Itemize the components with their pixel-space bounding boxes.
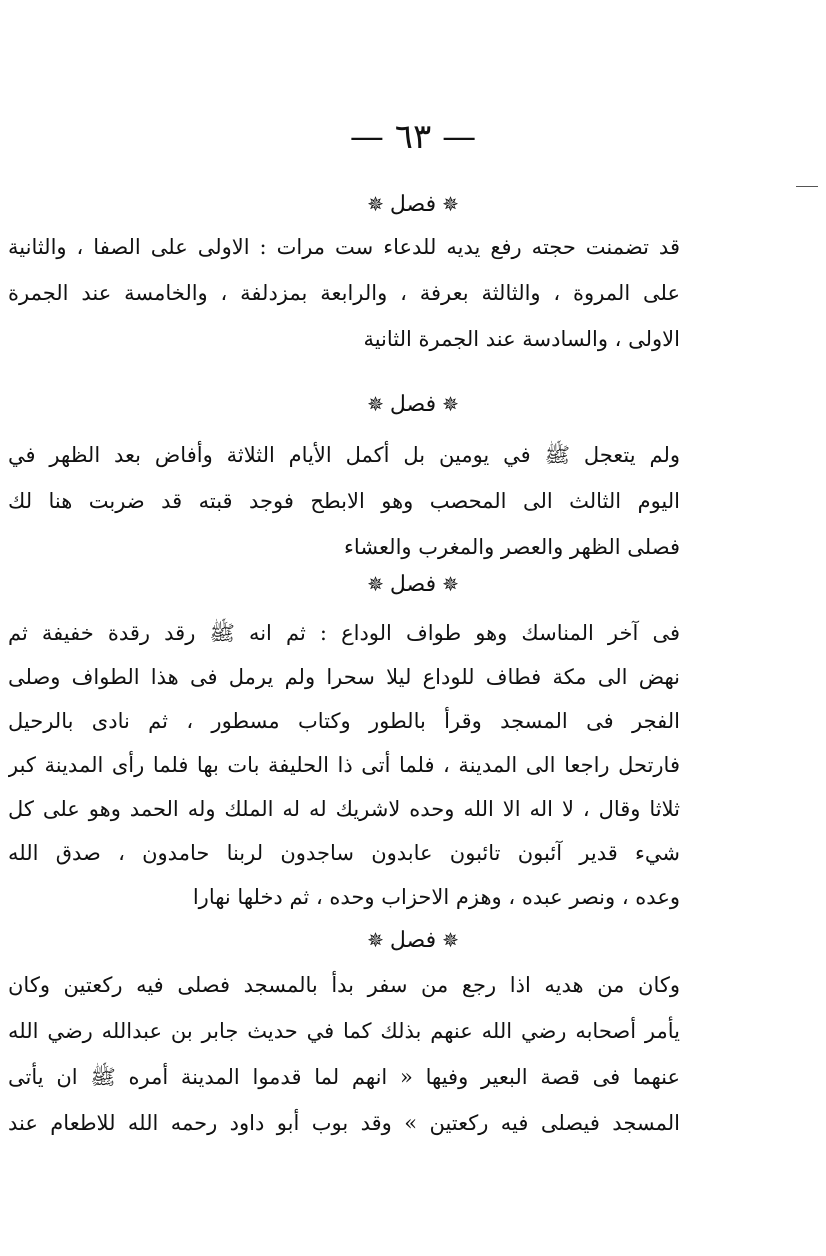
text-line: فصلى الظهر والعصر والمغرب والعشاء: [344, 535, 680, 559]
ornament-star-icon: ✵: [367, 392, 384, 416]
ornament-star-icon: ✵: [442, 572, 459, 596]
text-line: ولم يتعجل ﷺ في يومين بل أكمل الأيام الثلاثة وأفاض بعد الظهر في: [8, 443, 680, 467]
ornament-star-icon: ✵: [442, 192, 459, 216]
ornament-star-icon: ✵: [367, 192, 384, 216]
section-heading-3: [0, 562, 826, 607]
section-heading-label: فصل: [389, 192, 437, 217]
text-line: شيء قدير آئبون تائبون عابدون ساجدون لربنا حامدون ، صدق الله: [8, 841, 680, 865]
section-heading-1: [0, 182, 826, 227]
text-line: المسجد فيصلى فيه ركعتين » وقد بوب أبو داود رحمه الله للاطعام عند: [8, 1111, 680, 1135]
text-line: قد تضمنت حجته رفع يديه للدعاء ست مرات : الاولى على الصفا ، والثانية: [8, 235, 680, 259]
section-heading-2: [0, 382, 826, 427]
ornament-star-icon: ✵: [442, 392, 459, 416]
ornament-star-icon: ✵: [367, 572, 384, 596]
ornament-star-icon: ✵: [367, 928, 384, 952]
ornament-star-icon: ✵: [442, 928, 459, 952]
text-line: عنهما فى قصة البعير وفيها « انهم لما قدموا المدينة أمره ﷺ ان يأتى: [8, 1065, 680, 1089]
text-line: ثلاثا وقال ، لا اله الا الله وحده لاشريك له له الملك وله الحمد وهو على كل: [8, 797, 680, 821]
text-line: وعده ، ونصر عبده ، وهزم الاحزاب وحده ، ثم دخلها نهارا: [192, 885, 680, 909]
section-heading-label: فصل: [389, 392, 437, 417]
page-number: — ٦٣ —: [349, 117, 477, 157]
text-line: اليوم الثالث الى المحصب وهو الابطح فوجد قبته قد ضربت هنا لك: [8, 489, 680, 513]
text-line: الاولى ، والسادسة عند الجمرة الثانية: [363, 327, 680, 351]
text-line: وكان من هديه اذا رجع من سفر بدأ بالمسجد فصلى فيه ركعتين وكان: [8, 973, 680, 997]
text-line: على المروة ، والثالثة بعرفة ، والرابعة بمزدلفة ، والخامسة عند الجمرة: [8, 281, 680, 305]
text-line: فى آخر المناسك وهو طواف الوداع : ثم انه ﷺ رقد رقدة خفيفة ثم: [8, 621, 680, 645]
text-line: الفجر فى المسجد وقرأ بالطور وكتاب مسطور ، ثم نادى بالرحيل: [8, 709, 680, 733]
text-line: نهض الى مكة فطاف للوداع ليلا سحرا ولم يرمل فى هذا الطواف وصلى: [8, 665, 680, 689]
section-heading-4: [0, 918, 826, 963]
text-line: يأمر أصحابه رضي الله عنهم بذلك كما في حديث جابر بن عبدالله رضي الله: [8, 1019, 680, 1043]
section-heading-label: فصل: [389, 572, 437, 597]
section-heading-label: فصل: [389, 928, 437, 953]
text-line: فارتحل راجعا الى المدينة ، فلما أتى ذا الحليفة بات بها فلما رأى المدينة كبر: [8, 753, 680, 777]
